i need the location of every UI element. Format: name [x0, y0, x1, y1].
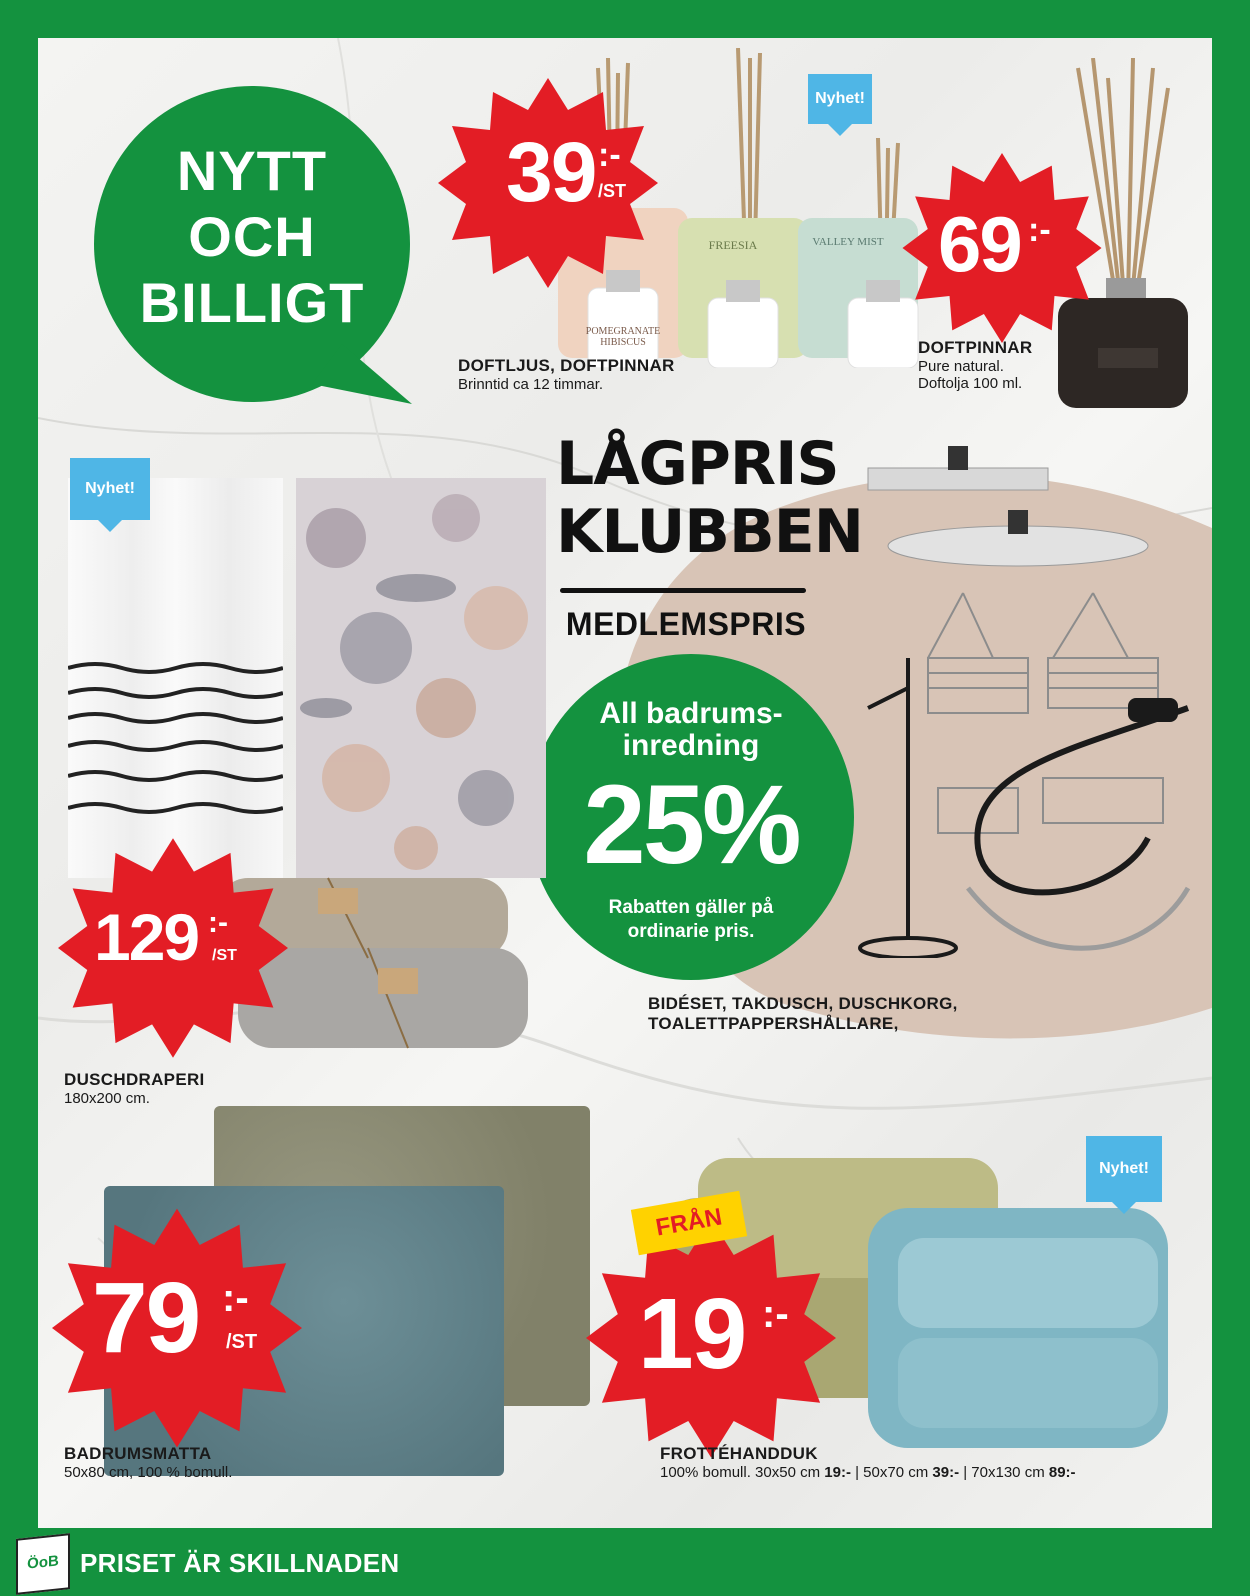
discount-headline — [526, 698, 856, 762]
bathmat-label — [64, 1444, 232, 1481]
diffuser-price-burst — [902, 153, 1102, 343]
bathmat-price-burst — [52, 1208, 302, 1448]
floral-pattern — [296, 478, 546, 878]
bathmat-price-unit: /ST — [226, 1331, 258, 1353]
intro-line-3: BILLIGT — [139, 271, 365, 334]
discount-headline-1: All badrums- — [599, 697, 783, 730]
jar-label-1: POMEGRANATE HIBISCUS — [585, 326, 661, 348]
flyer-page — [38, 38, 1212, 1528]
intro-headline — [102, 138, 402, 336]
towel-title: FROTTÉHANDDUK — [660, 1444, 818, 1463]
towel-desc-sep-2: | 70x130 cm — [959, 1464, 1049, 1481]
footer — [0, 1528, 1250, 1596]
brand-logo-text: ÖoB — [27, 1552, 59, 1573]
candles-desc: Brinntid ca 12 timmar. — [458, 376, 604, 393]
club-underline — [560, 588, 806, 593]
club-tagline: MEDLEMSPRIS — [565, 606, 807, 642]
discount-note-2: ordinarie pris. — [627, 921, 755, 942]
shower-accessories-image — [818, 418, 1198, 958]
curtain-stripes — [68, 478, 283, 878]
discount-headline-2: inredning — [622, 729, 760, 762]
towel-price-suffix: :- — [762, 1292, 789, 1336]
jar-label-2: FREESIA — [708, 238, 758, 252]
footer-slogan: PRISET ÄR SKILLNADEN — [80, 1548, 400, 1578]
towel-price-burst — [586, 1218, 836, 1458]
discount-note-1: Rabatten gäller på — [608, 897, 774, 918]
discount-percent: 25% — [583, 762, 799, 887]
candles-price-suffix: :- — [598, 136, 621, 174]
diffuser-label — [918, 338, 1032, 392]
discount-note — [526, 896, 856, 944]
bathmat-desc: 50x80 cm, 100 % bomull. — [64, 1464, 233, 1481]
bathmat-price: 79 — [92, 1262, 200, 1374]
bathmat-title: BADRUMSMATTA — [64, 1444, 212, 1463]
curtain-title: DUSCHDRAPERI — [64, 1070, 205, 1089]
club-line-1: LÅGPRIS — [556, 429, 839, 499]
towel-desc-prefix: 100% bomull. 30x50 cm — [660, 1464, 825, 1481]
from-label: FRÅN — [631, 1191, 747, 1255]
curtain-new-badge: Nyhet! — [70, 458, 150, 520]
diffuser-price: 69 — [938, 200, 1021, 288]
candles-price-burst — [438, 78, 658, 288]
towel-price: 19 — [638, 1278, 746, 1390]
intro-line-1: NYTT — [176, 139, 328, 202]
candles-title: DOFTLJUS, DOFTPINNAR — [458, 356, 675, 375]
diffuser-price-suffix: :- — [1028, 211, 1051, 249]
curtain-price-suffix: :- — [208, 906, 228, 939]
jar-label-3: VALLEY MIST — [812, 236, 884, 248]
towel-price-70x130: 89:- — [1048, 1464, 1076, 1481]
towel-desc-sep-1: | 50x70 cm — [850, 1464, 933, 1481]
candles-label — [458, 356, 675, 393]
diffuser-title: DOFTPINNAR — [918, 338, 1033, 357]
towel-price-30x50: 19:- — [824, 1464, 851, 1481]
towel-label — [660, 1444, 1200, 1481]
bath-accessories-title-1: BIDÉSET, TAKDUSCH, DUSCHKORG, — [648, 994, 958, 1013]
curtain-price-burst — [58, 838, 288, 1058]
brand-logo — [16, 1533, 70, 1595]
towel-new-badge: Nyhet! — [1086, 1136, 1162, 1202]
diffuser-desc-2: Doftolja 100 ml. — [918, 375, 1023, 392]
curtain-price-unit: /ST — [212, 947, 237, 964]
curtain-price: 129 — [94, 900, 199, 974]
bathmat-price-suffix: :- — [222, 1276, 249, 1320]
diffuser-desc-1: Pure natural. — [918, 358, 1004, 375]
candles-price: 39 — [506, 125, 596, 219]
intro-line-2: OCH — [188, 205, 316, 268]
curtain-desc: 180x200 cm. — [64, 1090, 150, 1107]
bath-accessories-label — [648, 994, 958, 1034]
candles-new-badge: Nyhet! — [808, 74, 872, 124]
club-line-2: KLUBBEN — [556, 497, 863, 567]
floral-curtain — [296, 478, 546, 878]
curtain-label — [64, 1070, 205, 1107]
club-logo — [556, 429, 863, 567]
candles-price-unit: /ST — [598, 181, 627, 201]
bath-accessories-title-2: TOALETTPAPPERSHÅLLARE, — [648, 1014, 899, 1033]
towel-price-50x70: 39:- — [932, 1464, 960, 1481]
striped-curtain — [68, 478, 283, 878]
towel-desc — [660, 1464, 1200, 1481]
